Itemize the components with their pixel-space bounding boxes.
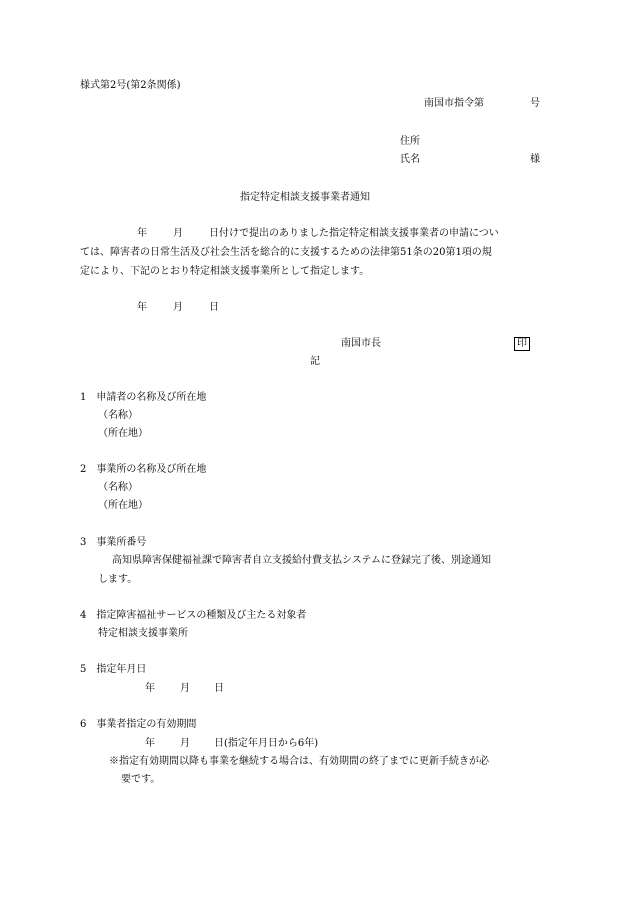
body-year: 年 bbox=[137, 228, 147, 239]
section-5-title: 5 指定年月日 bbox=[80, 664, 147, 675]
date-day: 日 bbox=[209, 302, 219, 313]
reference-suffix: 号 bbox=[530, 98, 540, 109]
reference-prefix: 南国市指令第 bbox=[424, 98, 484, 109]
section-6-month: 月 bbox=[180, 738, 190, 749]
address-label: 住所 bbox=[400, 136, 420, 147]
section-6-note-2: 要です。 bbox=[121, 774, 161, 785]
seal-mark: 印 bbox=[514, 337, 530, 351]
section-6-year: 年 bbox=[145, 738, 155, 749]
section-4-text: 特定相談支援事業所 bbox=[98, 628, 188, 639]
document-title: 指定特定相談支援事業者通知 bbox=[240, 192, 370, 203]
section-6-day: 日(指定年月日から6年) bbox=[214, 738, 319, 749]
section-2-address-label: （所在地） bbox=[98, 500, 148, 511]
body-month: 月 bbox=[173, 228, 183, 239]
section-6-title: 6 事業者指定の有効期間 bbox=[80, 719, 197, 730]
section-1-title: 1 申請者の名称及び所在地 bbox=[80, 392, 207, 403]
section-3-title: 3 事業所番号 bbox=[80, 537, 147, 548]
section-2-title: 2 事業所の名称及び所在地 bbox=[80, 464, 207, 475]
section-4-title: 4 指定障害福祉サービスの種類及び主たる対象者 bbox=[80, 610, 307, 621]
section-1-address-label: （所在地） bbox=[98, 428, 148, 439]
section-5-month: 月 bbox=[180, 683, 190, 694]
ki-heading: 記 bbox=[310, 356, 320, 367]
honorific: 様 bbox=[530, 154, 540, 165]
date-year: 年 bbox=[137, 302, 147, 313]
section-6-note-1: ※指定有効期間以降も事業を継続する場合は、有効期間の終了までに更新手続きが必 bbox=[109, 756, 489, 767]
section-2-name-label: （名称） bbox=[98, 482, 138, 493]
section-1-name-label: （名称） bbox=[98, 410, 138, 421]
section-5-day: 日 bbox=[214, 683, 224, 694]
section-3-text-1: 高知県障害保健福祉課で障害者自立支援給付費支払システムに登録完了後、別途通知 bbox=[112, 555, 491, 566]
section-5-year: 年 bbox=[145, 683, 155, 694]
section-3-text-2: します。 bbox=[98, 574, 138, 585]
date-month: 月 bbox=[173, 302, 183, 313]
body-line-2: ては、障害者の日常生活及び社会生活を総合的に支援するための法律第51条の20第1項の規 bbox=[80, 247, 492, 258]
issuer-name: 南国市長 bbox=[341, 338, 381, 349]
form-number: 様式第2号(第2条関係) bbox=[80, 80, 181, 91]
body-line-1: 日付けで提出のありました指定特定相談支援事業者の申請につい bbox=[209, 228, 499, 239]
name-label: 氏名 bbox=[400, 154, 420, 165]
body-line-3: 定により、下記のとおり特定相談支援事業所として指定します。 bbox=[80, 266, 370, 277]
